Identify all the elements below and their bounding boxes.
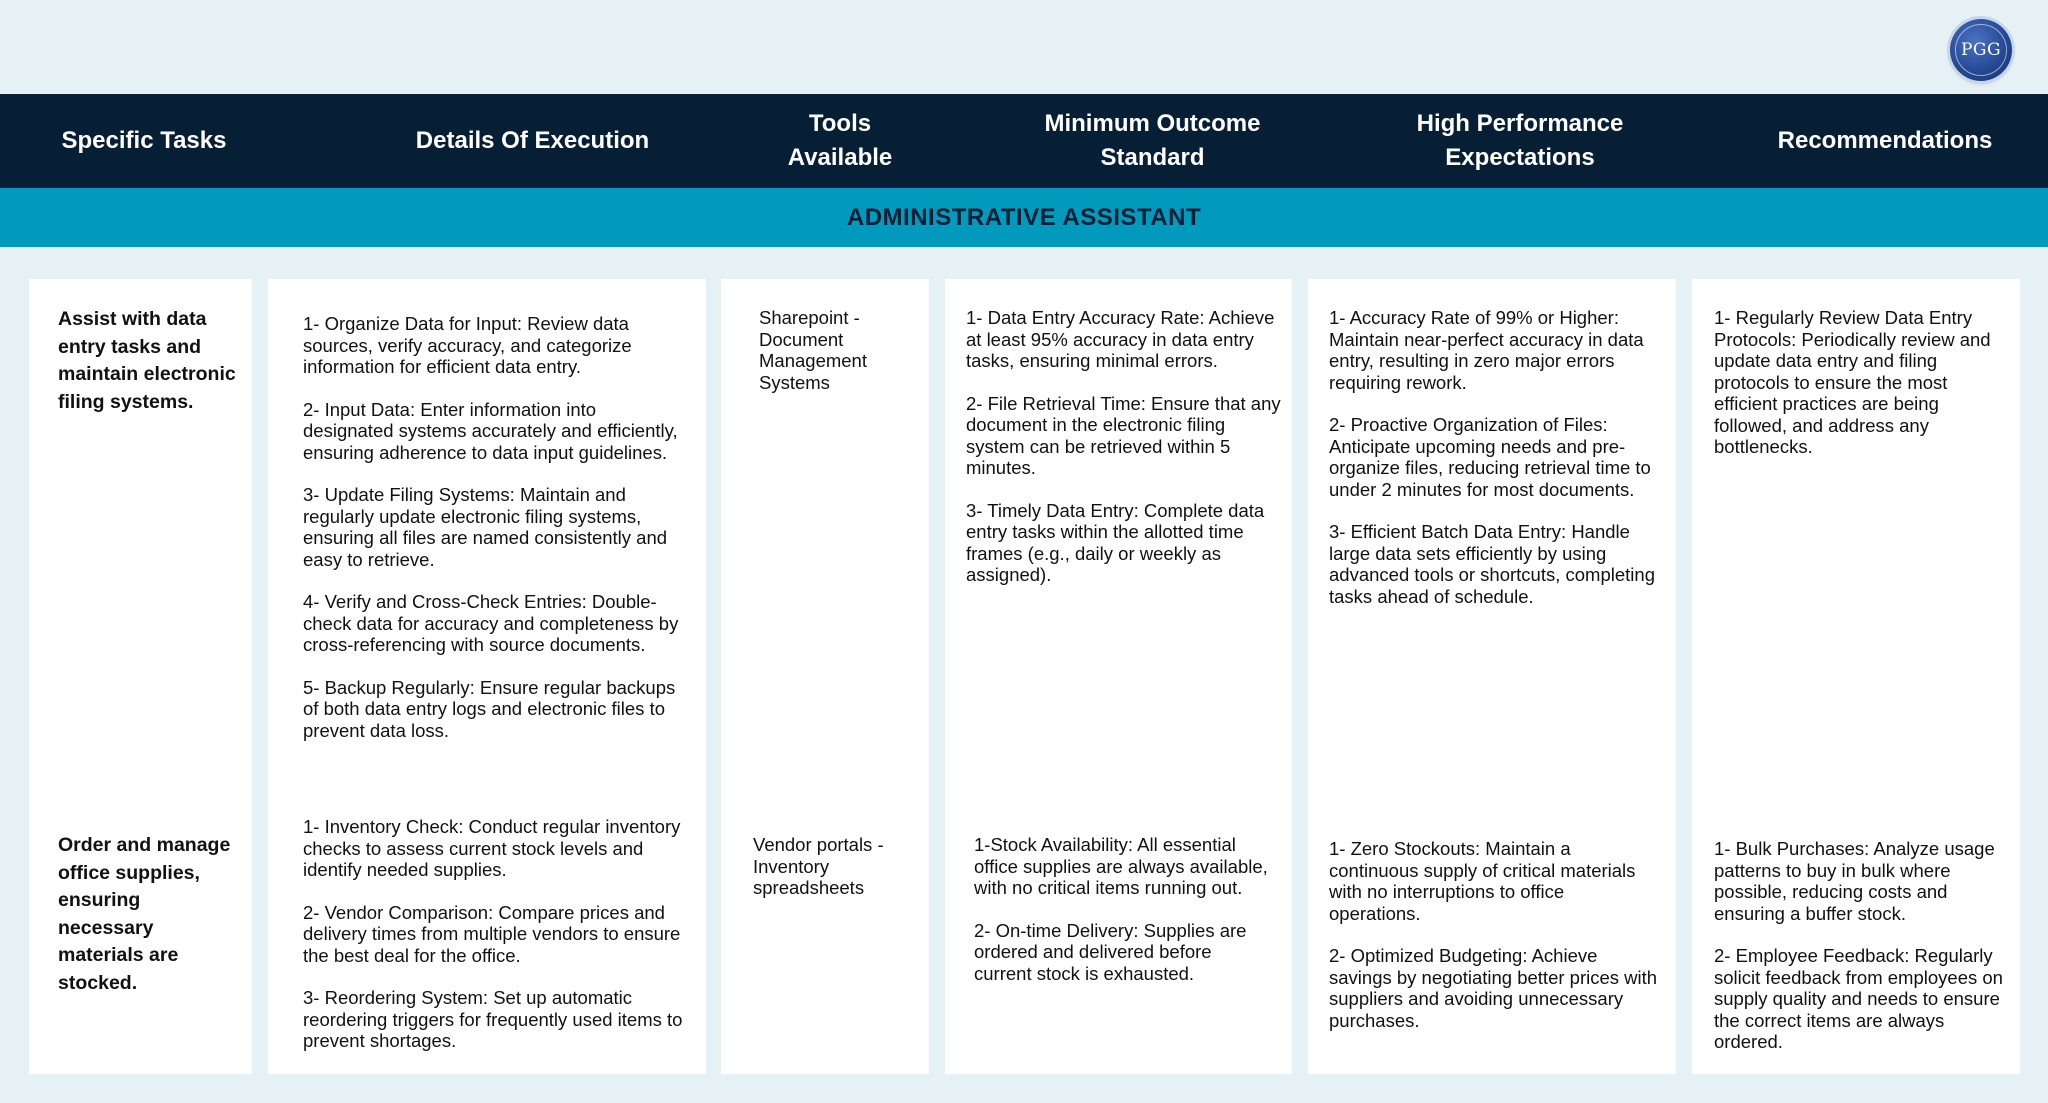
high-item: 2- Proactive Organization of Files: Anticipate upcoming needs and pre-organize files, reducing retrieval time to under 2 minutes for most documents. (1329, 414, 1651, 500)
high-cell (1329, 838, 1659, 1031)
detail-item: 5- Backup Regularly: Ensure regular backups of both data entry logs and electronic files to prevent data loss. (303, 676, 676, 741)
minimum-item: 1- Data Entry Accuracy Rate: Achieve at least 95% accuracy in data entry tasks, ensuring minimal errors. (966, 307, 1275, 371)
section-title-bar: ADMINISTRATIVE ASSISTANT (0, 188, 2048, 247)
header-specific-tasks: Specific Tasks (61, 127, 227, 154)
header-recommendations: Recommendations (1777, 127, 1993, 154)
minimum-item: 2- On-time Delivery: Supplies are ordered and delivered before current stock is exhausted. (974, 919, 1247, 984)
high-item: 1- Zero Stockouts: Maintain a continuous supply of critical materials with no interruptions to office operations. (1329, 838, 1636, 924)
high-item: 2- Optimized Budgeting: Achieve savings by negotiating better prices with suppliers and avoiding unnecessary purchases. (1329, 945, 1658, 1031)
recommendations-cell (1714, 307, 2014, 458)
detail-item: 2- Input Data: Enter information into designated systems accurately and efficiently, ensuring adherence to data input guidelines. (303, 398, 678, 463)
detail-item: 3- Update Filing Systems: Maintain and regularly update electronic filing systems, ensuring all files are named consistently and easy to retrieve. (303, 484, 668, 570)
header-minimum-outcome-standard: Minimum Outcome Standard (1044, 110, 1261, 171)
tools-cell: Vendor portals - Inventory spreadsheets (753, 834, 884, 898)
table-header (0, 94, 2048, 188)
header-tools-available: Tools Available (787, 110, 893, 171)
detail-item: 1- Inventory Check: Conduct regular inventory checks to assess current stock levels and identify needed supplies. (303, 816, 681, 880)
column-tools (721, 279, 929, 1074)
recommendation-item: 1- Regularly Review Data Entry Protocols: Periodically review and update data entry and filing protocols to ensure the most efficient practices are being followed, and address any bottlenecks. (1714, 307, 1991, 457)
minimum-item: 3- Timely Data Entry: Complete data entry tasks within the allotted time frames (e.g., daily or weekly as assigned). (966, 499, 1265, 585)
logo-text: PGG (1960, 40, 2002, 60)
minimum-item: 2- File Retrieval Time: Ensure that any document in the electronic filing system can be retrieved within 5 minutes. (966, 392, 1281, 478)
task-cell: Order and manage office supplies, ensuring necessary materials are stocked. (58, 834, 231, 994)
detail-item: 3- Reordering System: Set up automatic reordering triggers for frequently used items to prevent shortages. (303, 987, 683, 1051)
high-item: 1- Accuracy Rate of 99% or Higher: Maintain near-perfect accuracy in data entry, resulting in zero major errors requiring rework. (1329, 307, 1644, 393)
detail-item: 4- Verify and Cross-Check Entries: Double-check data for accuracy and completeness by cross-referencing with source documents. (303, 591, 679, 655)
minimum-cell (974, 834, 1274, 984)
company-logo (1950, 19, 2012, 81)
detail-item: 2- Vendor Comparison: Compare prices and delivery times from multiple vendors to ensure the best deal for the office. (303, 901, 681, 966)
recommendations-cell (1714, 838, 2014, 1053)
tools-cell: Sharepoint - Document Management Systems (759, 307, 867, 393)
details-cell (303, 313, 683, 741)
high-item: 3- Efficient Batch Data Entry: Handle large data sets efficiently by using advanced tools or shortcuts, completing tasks ahead of schedule. (1329, 521, 1655, 607)
task-cell: Assist with data entry tasks and maintain electronic filing systems. (58, 308, 236, 413)
minimum-item: 1-Stock Availability: All essential office supplies are always available, with no critical items running out. (974, 834, 1268, 898)
header-high-performance-expectations: High Performance Expectations (1416, 110, 1624, 171)
detail-item: 1- Organize Data for Input: Review data sources, verify accuracy, and categorize information for efficient data entry. (303, 313, 632, 377)
header-details-of-execution: Details Of Execution (415, 127, 650, 154)
logo-ring (1955, 24, 2007, 76)
high-cell (1329, 307, 1659, 607)
details-cell (303, 816, 683, 1052)
recommendation-item: 1- Bulk Purchases: Analyze usage patterns to buy in bulk where possible, reducing costs and ensuring a buffer stock. (1714, 838, 1995, 924)
minimum-cell (966, 307, 1281, 586)
recommendation-item: 2- Employee Feedback: Regularly solicit feedback from employees on supply quality and needs to ensure the correct items are always ordered. (1714, 945, 2003, 1052)
